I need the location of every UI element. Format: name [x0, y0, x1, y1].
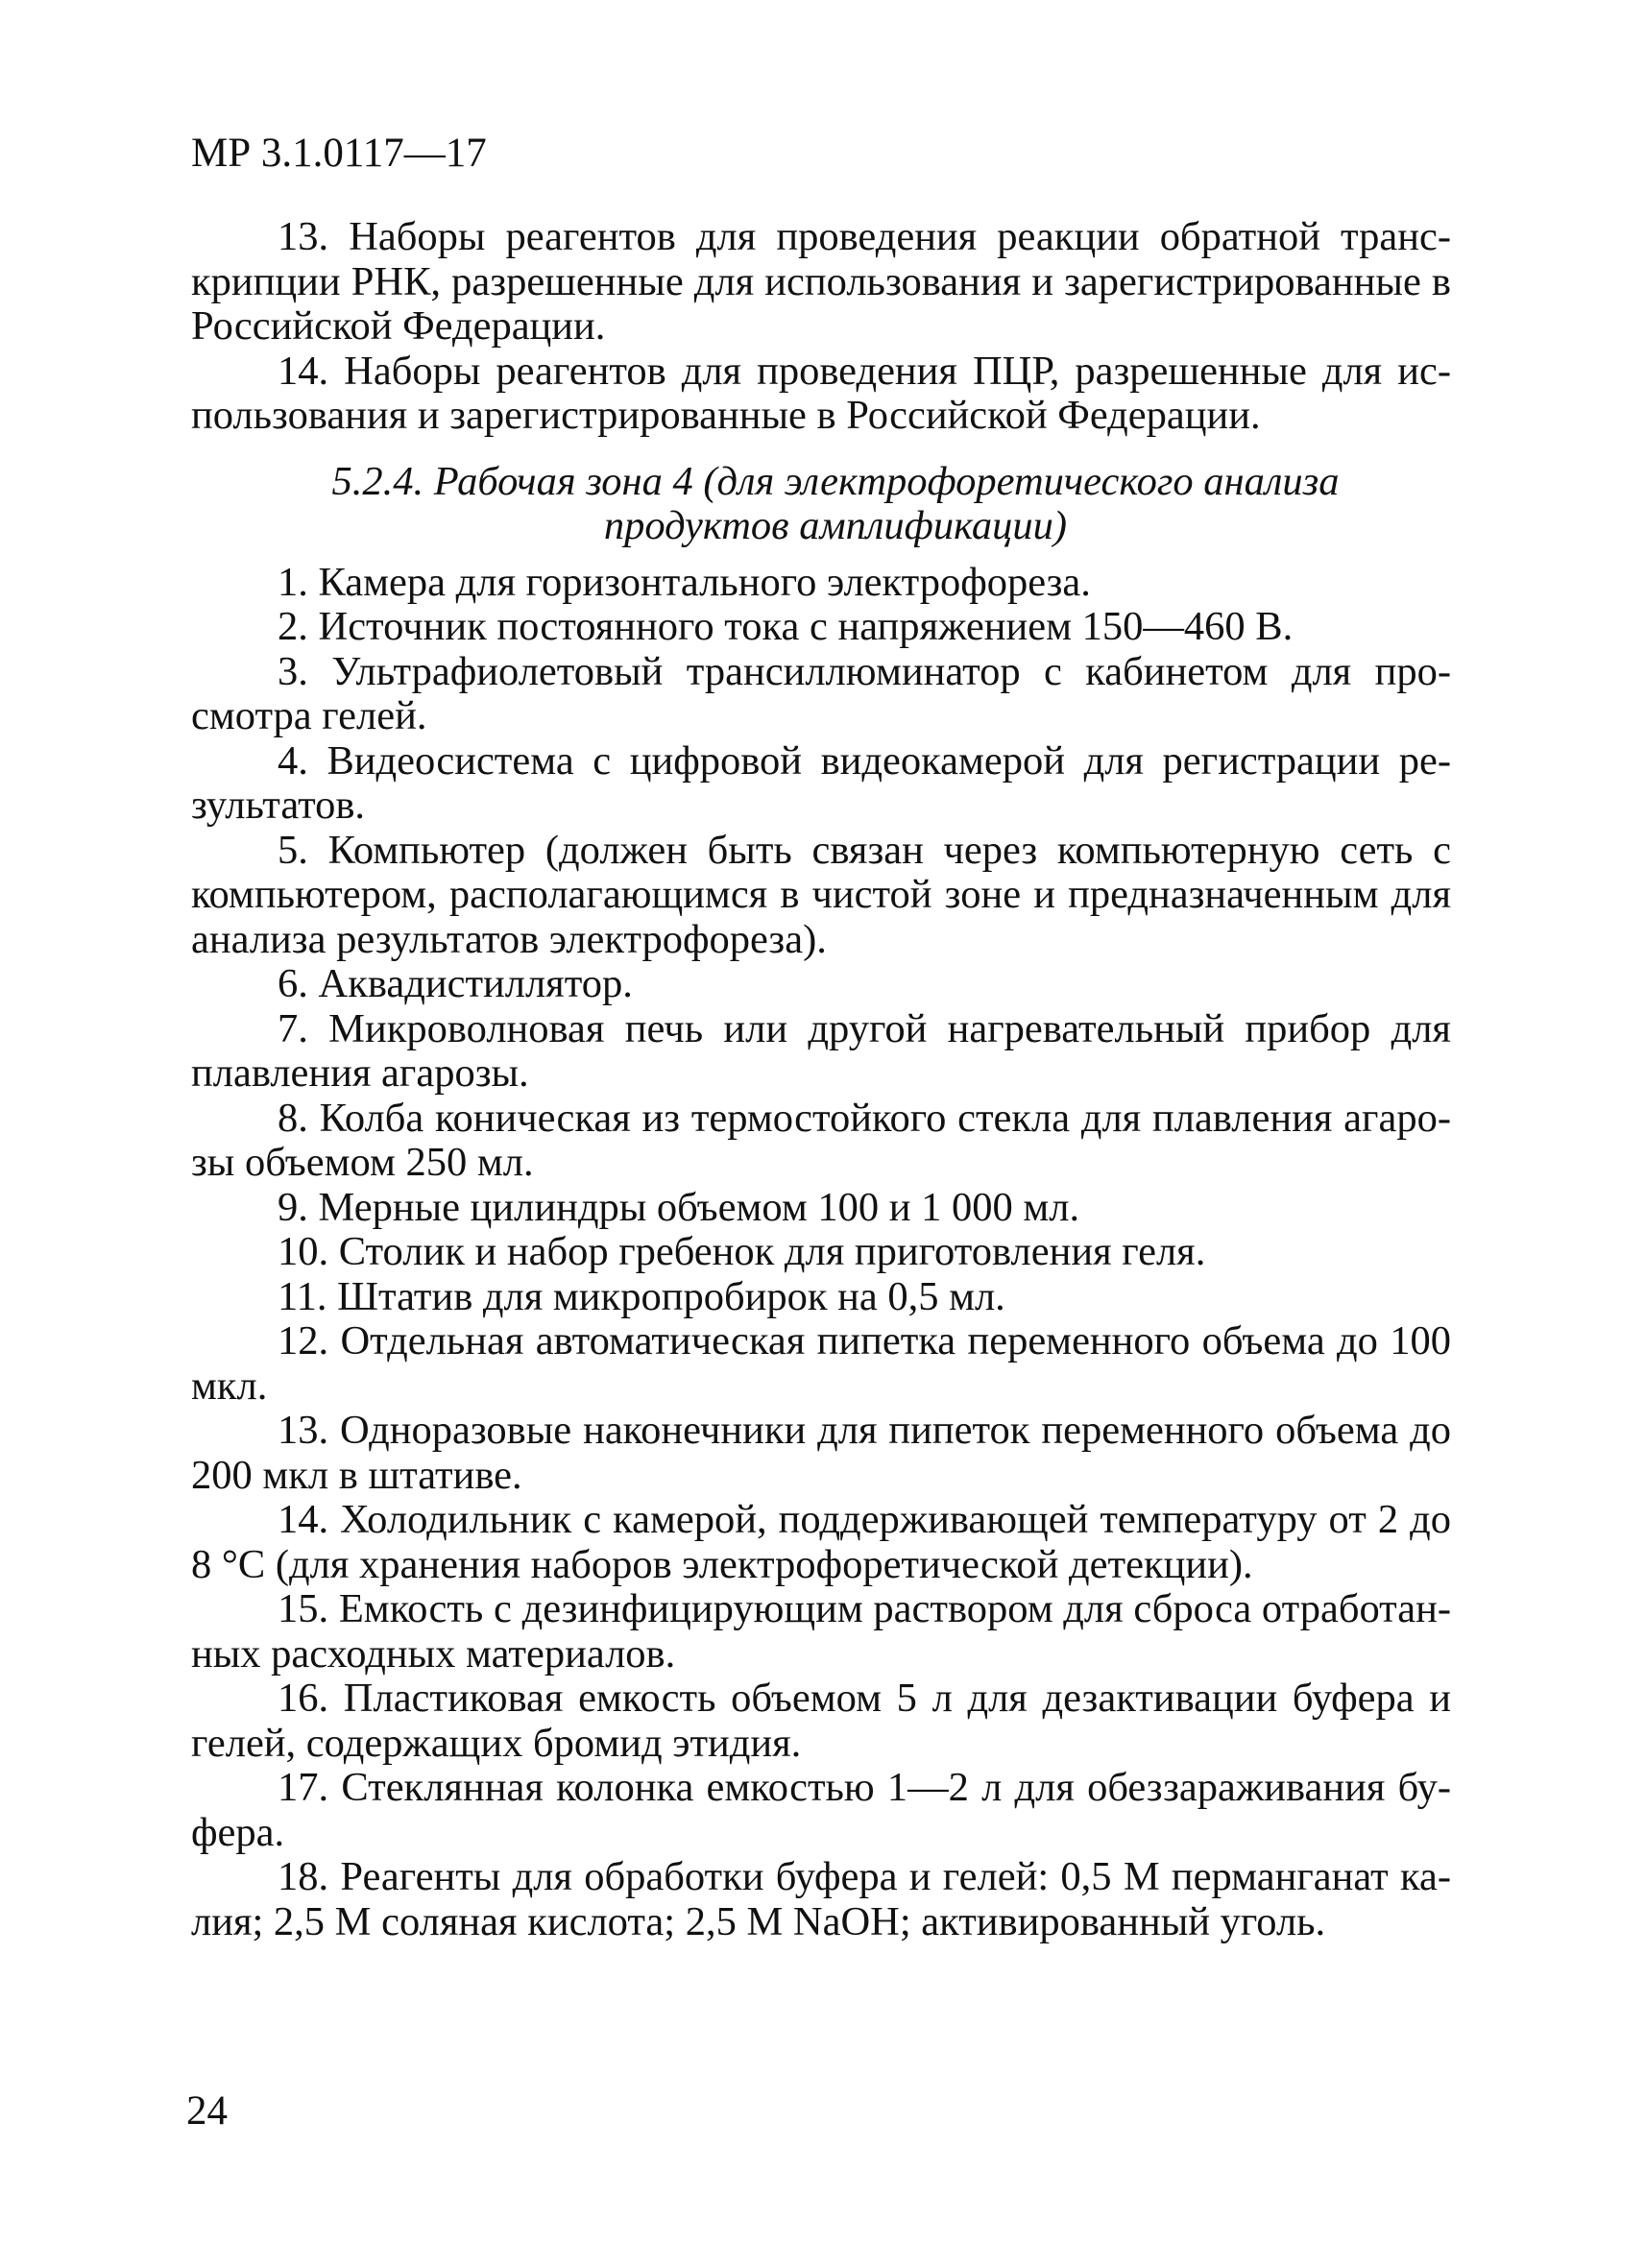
list-item: 14. Наборы реагентов для проведения ПЦР, разрешенные для использования и зарегистрированные в Российской Федерации.	[191, 348, 1451, 438]
list-item: 1. Камера для горизонтального электрофореза.	[278, 559, 1091, 605]
list-item: 12. Отдельная автоматическая пипетка переменного объема до 100 мкл.	[191, 1318, 1451, 1409]
page-number: 24	[186, 2088, 228, 2134]
section-heading-line: продуктов амплификации)	[603, 503, 1068, 548]
list-item: 6. Аквадистиллятор.	[278, 961, 633, 1006]
list-item: 11. Штатив для микропробирок на 0,5 мл.	[278, 1273, 1005, 1319]
document-code: МР 3.1.0117—17	[191, 131, 487, 176]
list-item: 5. Компьютер (должен быть связан через компьютерную сеть с компьютером, располагающимся в чистой зоне и предназначенным для анализа результатов электрофореза).	[191, 827, 1451, 962]
list-item: 13. Одноразовые наконечники для пипеток переменного объема до 200 мкл в штативе.	[191, 1408, 1451, 1498]
list-item: 9. Мерные цилиндры объемом 100 и 1 000 мл.	[278, 1184, 1080, 1230]
list-item: 15. Емкость с дезинфицирующим раствором для сброса отработанных расходных материалов.	[191, 1586, 1451, 1677]
list-item: 17. Стеклянная колонка емкостью 1—2 л для обеззараживания буфера.	[191, 1765, 1451, 1855]
section-heading	[191, 460, 1451, 549]
list-item: 7. Микроволновая печь или другой нагревательный прибор для плавления агарозы.	[191, 1005, 1451, 1096]
list-item: 8. Колба коническая из термостойкого стекла для плавления агарозы объемом 250 мл.	[191, 1095, 1451, 1185]
section-heading-line: 5.2.4. Рабочая зона 4 (для электрофоретического анализа	[331, 458, 1340, 504]
list-item: 10. Столик и набор гребенок для приготовления геля.	[278, 1229, 1206, 1274]
list-item: 18. Реагенты для обработки буфера и гелей: 0,5 М перманганат калия; 2,5 М соляная кислота; 2,5 М NaOH; активированный уголь.	[191, 1854, 1451, 1944]
list-item: 3. Ультрафиолетовый трансиллюминатор с кабинетом для просмотра гелей.	[191, 648, 1451, 738]
list-item: 13. Наборы реагентов для проведения реакции обратной транскрипции РНК, разрешенные для использования и зарегистрированные в Российской Федерации.	[191, 214, 1451, 349]
list-item: 4. Видеосистема с цифровой видеокамерой для регистрации результатов.	[191, 737, 1451, 828]
page-body	[191, 215, 1451, 1944]
list-item: 16. Пластиковая емкость объемом 5 л для дезактивации буфера и гелей, содержащих бромид этидия.	[191, 1676, 1451, 1766]
list-item: 14. Холодильник с камерой, поддерживающей температуру от 2 до 8 °С (для хранения наборов электрофоретической детекции).	[191, 1497, 1451, 1587]
list-item: 2. Источник постоянного тока с напряжением 150—460 В.	[278, 604, 1294, 649]
